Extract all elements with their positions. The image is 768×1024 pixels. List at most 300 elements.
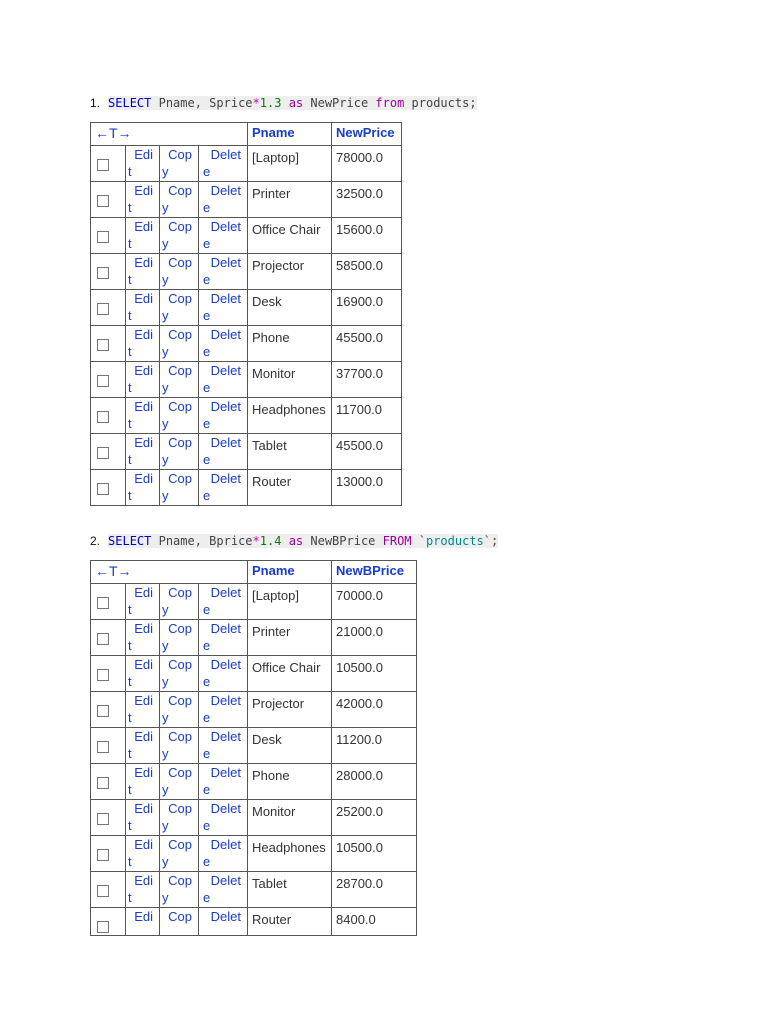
- edit-label-part-2: t: [128, 272, 132, 287]
- sql-token: as: [288, 96, 304, 110]
- edit-label-part-2: t: [128, 746, 132, 761]
- sql-code: [108, 534, 498, 548]
- edit-label-part-1: Edi: [134, 729, 153, 744]
- copy-label-part-2: y: [162, 164, 169, 179]
- price-value: 42000.0: [336, 696, 383, 711]
- copy-label-part-1: Cop: [168, 183, 192, 198]
- delete-cell: [199, 800, 248, 836]
- delete-link[interactable]: [199, 434, 247, 468]
- delete-label-part-2: e: [203, 308, 211, 323]
- delete-label-part-1: Delet: [210, 657, 241, 672]
- price-value: 70000.0: [336, 588, 383, 603]
- edit-label-part-2: t: [128, 488, 132, 503]
- delete-cell: [199, 218, 248, 254]
- delete-label-part-1: Delet: [210, 327, 241, 342]
- delete-label-part-1: Delet: [210, 837, 241, 852]
- copy-label-part-2: y: [162, 854, 169, 869]
- edit-label-part-1: Edi: [134, 471, 153, 486]
- pname-value: Headphones: [252, 402, 326, 417]
- edit-label-part-2: t: [128, 890, 132, 905]
- delete-label-part-2: e: [203, 890, 211, 905]
- copy-cell: [160, 362, 199, 398]
- delete-cell: [199, 182, 248, 218]
- edit-link[interactable]: [126, 836, 159, 870]
- copy-label-part-1: Cop: [168, 471, 192, 486]
- row-select-cell: [91, 254, 126, 290]
- edit-cell: [126, 800, 160, 836]
- price-value: 16900.0: [336, 294, 383, 309]
- delete-link[interactable]: [199, 836, 247, 870]
- pname-cell: [248, 908, 332, 936]
- delete-label-part-1: Delet: [210, 183, 241, 198]
- sql-code: [108, 96, 477, 110]
- copy-label-part-1: Cop: [168, 873, 192, 888]
- sql-token: `;: [483, 534, 499, 548]
- row-checkbox[interactable]: [97, 597, 109, 609]
- price-cell: [332, 872, 417, 908]
- copy-label-part-2: y: [162, 452, 169, 467]
- edit-cell: [126, 764, 160, 800]
- copy-link[interactable]: [160, 398, 198, 432]
- copy-label-part-1: Cop: [168, 837, 192, 852]
- price-value: 45500.0: [336, 438, 383, 453]
- delete-link[interactable]: [199, 728, 247, 762]
- row-checkbox[interactable]: [97, 231, 109, 243]
- copy-cell: [160, 872, 199, 908]
- edit-cell: [126, 182, 160, 218]
- copy-label-part-1: Cop: [168, 399, 192, 414]
- query-2: [90, 533, 498, 549]
- column-header-newprice[interactable]: NewPrice: [332, 123, 402, 146]
- delete-cell: [199, 362, 248, 398]
- pname-cell: [248, 470, 332, 506]
- edit-link[interactable]: [126, 656, 159, 690]
- delete-label-part-2: e: [203, 272, 211, 287]
- edit-link[interactable]: [126, 800, 159, 834]
- row-checkbox[interactable]: [97, 339, 109, 351]
- row-checkbox[interactable]: [97, 741, 109, 753]
- price-value: 25200.0: [336, 804, 383, 819]
- delete-link[interactable]: [199, 218, 247, 252]
- copy-label-part-2: y: [162, 488, 169, 503]
- copy-link[interactable]: [160, 326, 198, 360]
- row-select-cell: [91, 470, 126, 506]
- sql-token: *: [252, 534, 260, 548]
- copy-link[interactable]: [160, 362, 198, 396]
- table-row: [91, 584, 417, 620]
- copy-link[interactable]: [160, 764, 198, 798]
- table-row: [91, 254, 402, 290]
- pname-value: [Laptop]: [252, 588, 299, 603]
- pname-value: Printer: [252, 186, 291, 201]
- price-value: 28000.0: [336, 768, 383, 783]
- pname-value: Monitor: [252, 804, 296, 819]
- edit-label-part-2: t: [128, 236, 132, 251]
- copy-label-part-1: Cop: [168, 693, 192, 708]
- edit-label-part-2: t: [128, 452, 132, 467]
- price-cell: [332, 254, 402, 290]
- row-checkbox[interactable]: [97, 195, 109, 207]
- edit-link[interactable]: [126, 398, 159, 432]
- row-checkbox[interactable]: [97, 921, 109, 933]
- pname-cell: [248, 800, 332, 836]
- delete-link[interactable]: [199, 182, 247, 216]
- column-header-pname[interactable]: Pname: [248, 561, 332, 584]
- pname-value: Tablet: [252, 876, 287, 891]
- price-cell: [332, 182, 402, 218]
- price-cell: [332, 434, 402, 470]
- edit-link[interactable]: [126, 254, 159, 288]
- column-resize-arrows[interactable]: ←T→: [91, 123, 248, 146]
- delete-label-part-2: e: [203, 380, 211, 395]
- copy-label-part-2: y: [162, 602, 169, 617]
- copy-label-part-1: Cop: [168, 327, 192, 342]
- copy-label-part-2: y: [162, 236, 169, 251]
- row-checkbox[interactable]: [97, 669, 109, 681]
- sql-token: Pname, Sprice: [151, 96, 253, 110]
- pname-value: Headphones: [252, 840, 326, 855]
- pname-cell: [248, 872, 332, 908]
- delete-label-part-1: Delet: [210, 585, 241, 600]
- pname-cell: [248, 728, 332, 764]
- row-checkbox[interactable]: [97, 885, 109, 897]
- edit-link[interactable]: [126, 326, 159, 360]
- delete-cell: [199, 470, 248, 506]
- row-checkbox[interactable]: [97, 705, 109, 717]
- edit-link[interactable]: [126, 764, 159, 798]
- edit-cell: [126, 872, 160, 908]
- delete-link[interactable]: [199, 656, 247, 690]
- row-select-cell: [91, 434, 126, 470]
- copy-link[interactable]: [160, 290, 198, 324]
- price-cell: [332, 692, 417, 728]
- edit-label-part-1: Edi: [134, 585, 153, 600]
- table-row: [91, 362, 402, 398]
- price-value: 13000.0: [336, 474, 383, 489]
- edit-cell: [126, 254, 160, 290]
- edit-label-part-2: t: [128, 710, 132, 725]
- edit-label-part-1: Edi: [134, 183, 153, 198]
- delete-cell: [199, 326, 248, 362]
- price-cell: [332, 470, 402, 506]
- table-row: [91, 908, 417, 936]
- sql-token: *: [252, 96, 260, 110]
- price-value: 10500.0: [336, 840, 383, 855]
- table-row: [91, 692, 417, 728]
- price-value: 28700.0: [336, 876, 383, 891]
- delete-cell: [199, 620, 248, 656]
- copy-label-part-1: Cop: [168, 909, 192, 924]
- edit-cell: [126, 434, 160, 470]
- edit-label-part-2: t: [128, 380, 132, 395]
- copy-link[interactable]: [160, 728, 198, 762]
- pname-value: Printer: [252, 624, 291, 639]
- pname-cell: [248, 362, 332, 398]
- pname-value: Office Chair: [252, 222, 321, 237]
- copy-cell: [160, 620, 199, 656]
- column-header-newbprice[interactable]: NewBPrice: [332, 561, 417, 584]
- result-table-2: [90, 560, 417, 936]
- pname-cell: [248, 764, 332, 800]
- edit-link[interactable]: [126, 620, 159, 654]
- pname-cell: [248, 146, 332, 182]
- sql-token: SELECT: [108, 534, 152, 548]
- price-value: 11200.0: [336, 732, 383, 747]
- copy-link[interactable]: [160, 584, 198, 618]
- copy-label-part-2: y: [162, 380, 169, 395]
- copy-link[interactable]: [160, 908, 198, 925]
- sql-token: from: [375, 96, 405, 110]
- delete-link[interactable]: [199, 692, 247, 726]
- price-value: 8400.0: [336, 912, 376, 927]
- table-row: [91, 656, 417, 692]
- copy-link[interactable]: [160, 182, 198, 216]
- price-value: 78000.0: [336, 150, 383, 165]
- delete-label-part-1: Delet: [210, 909, 241, 924]
- edit-link[interactable]: [126, 362, 159, 396]
- row-checkbox[interactable]: [97, 777, 109, 789]
- edit-link[interactable]: [126, 470, 159, 504]
- sql-token: Pname, Bprice: [151, 534, 253, 548]
- delete-link[interactable]: [199, 398, 247, 432]
- delete-label-part-1: Delet: [210, 147, 241, 162]
- copy-link[interactable]: [160, 692, 198, 726]
- row-checkbox[interactable]: [97, 267, 109, 279]
- edit-cell: [126, 836, 160, 872]
- table-row: [91, 872, 417, 908]
- copy-label-part-2: y: [162, 674, 169, 689]
- sql-token: products: [425, 534, 484, 548]
- copy-link[interactable]: [160, 872, 198, 906]
- row-checkbox[interactable]: [97, 633, 109, 645]
- delete-link[interactable]: [199, 584, 247, 618]
- edit-label-part-1: Edi: [134, 657, 153, 672]
- row-checkbox[interactable]: [97, 411, 109, 423]
- delete-cell: [199, 146, 248, 182]
- row-checkbox[interactable]: [97, 483, 109, 495]
- price-value: 37700.0: [336, 366, 383, 381]
- delete-link[interactable]: [199, 800, 247, 834]
- row-select-cell: [91, 218, 126, 254]
- copy-link[interactable]: [160, 620, 198, 654]
- copy-cell: [160, 146, 199, 182]
- delete-link[interactable]: [199, 908, 247, 925]
- copy-label-part-2: y: [162, 818, 169, 833]
- edit-link[interactable]: [126, 908, 159, 925]
- pname-value: Tablet: [252, 438, 287, 453]
- delete-link[interactable]: [199, 470, 247, 504]
- edit-label-part-2: t: [128, 854, 132, 869]
- table-row: [91, 218, 402, 254]
- row-select-cell: [91, 800, 126, 836]
- pname-cell: [248, 656, 332, 692]
- delete-label-part-1: Delet: [210, 219, 241, 234]
- column-header-pname[interactable]: Pname: [248, 123, 332, 146]
- row-checkbox[interactable]: [97, 813, 109, 825]
- pname-value: Desk: [252, 732, 282, 747]
- pname-value: Monitor: [252, 366, 296, 381]
- edit-link[interactable]: [126, 434, 159, 468]
- price-cell: [332, 398, 402, 434]
- row-select-cell: [91, 836, 126, 872]
- edit-label-part-2: t: [128, 164, 132, 179]
- copy-label-part-2: y: [162, 308, 169, 323]
- delete-label-part-1: Delet: [210, 621, 241, 636]
- copy-cell: [160, 326, 199, 362]
- copy-link[interactable]: [160, 434, 198, 468]
- pname-value: Router: [252, 474, 292, 489]
- table-row: [91, 326, 402, 362]
- delete-link[interactable]: [199, 620, 247, 654]
- edit-label-part-2: t: [128, 344, 132, 359]
- row-select-cell: [91, 326, 126, 362]
- delete-cell: [199, 836, 248, 872]
- edit-cell: [126, 146, 160, 182]
- delete-link[interactable]: [199, 764, 247, 798]
- delete-label-part-1: Delet: [210, 729, 241, 744]
- column-resize-arrows[interactable]: ←T→: [91, 561, 248, 584]
- edit-label-part-2: t: [128, 818, 132, 833]
- delete-cell: [199, 434, 248, 470]
- delete-link[interactable]: [199, 872, 247, 906]
- sql-token: NewBPrice: [303, 534, 383, 548]
- edit-link[interactable]: [126, 692, 159, 726]
- price-value: 10500.0: [336, 660, 383, 675]
- sql-token: [281, 534, 288, 548]
- edit-link[interactable]: [126, 584, 159, 618]
- edit-cell: [126, 362, 160, 398]
- row-select-cell: [91, 872, 126, 908]
- price-cell: [332, 620, 417, 656]
- row-checkbox[interactable]: [97, 849, 109, 861]
- copy-link[interactable]: [160, 800, 198, 834]
- copy-label-part-1: Cop: [168, 291, 192, 306]
- edit-cell: [126, 728, 160, 764]
- row-checkbox[interactable]: [97, 375, 109, 387]
- delete-label-part-2: e: [203, 344, 211, 359]
- edit-link[interactable]: [126, 182, 159, 216]
- row-select-cell: [91, 692, 126, 728]
- copy-label-part-1: Cop: [168, 219, 192, 234]
- delete-cell: [199, 584, 248, 620]
- price-value: 58500.0: [336, 258, 383, 273]
- delete-link[interactable]: [199, 326, 247, 360]
- copy-label-part-1: Cop: [168, 765, 192, 780]
- pname-value: Projector: [252, 258, 305, 273]
- delete-label-part-2: e: [203, 164, 211, 179]
- delete-cell: [199, 290, 248, 326]
- copy-link[interactable]: [160, 470, 198, 504]
- delete-cell: [199, 872, 248, 908]
- edit-link[interactable]: [126, 146, 159, 180]
- copy-cell: [160, 908, 199, 936]
- edit-link[interactable]: [126, 218, 159, 252]
- delete-cell: [199, 656, 248, 692]
- row-select-cell: [91, 728, 126, 764]
- copy-link[interactable]: [160, 254, 198, 288]
- delete-label-part-1: Delet: [210, 291, 241, 306]
- copy-link[interactable]: [160, 656, 198, 690]
- edit-cell: [126, 398, 160, 434]
- delete-label-part-2: e: [203, 638, 211, 653]
- pname-cell: [248, 434, 332, 470]
- price-cell: [332, 836, 417, 872]
- delete-label-part-1: Delet: [210, 801, 241, 816]
- pname-value: Phone: [252, 768, 290, 783]
- row-checkbox[interactable]: [97, 447, 109, 459]
- edit-cell: [126, 470, 160, 506]
- price-value: 45500.0: [336, 330, 383, 345]
- pname-value: Office Chair: [252, 660, 321, 675]
- copy-link[interactable]: [160, 836, 198, 870]
- price-value: 32500.0: [336, 186, 383, 201]
- row-select-cell: [91, 290, 126, 326]
- price-cell: [332, 326, 402, 362]
- row-checkbox[interactable]: [97, 159, 109, 171]
- copy-label-part-1: Cop: [168, 801, 192, 816]
- copy-label-part-2: y: [162, 638, 169, 653]
- copy-cell: [160, 836, 199, 872]
- delete-label-part-2: e: [203, 674, 211, 689]
- row-select-cell: [91, 146, 126, 182]
- copy-cell: [160, 692, 199, 728]
- query-1: [90, 95, 477, 111]
- delete-link[interactable]: [199, 254, 247, 288]
- copy-link[interactable]: [160, 218, 198, 252]
- table-row: [91, 290, 402, 326]
- pname-value: Projector: [252, 696, 305, 711]
- delete-link[interactable]: [199, 362, 247, 396]
- table-row: [91, 470, 402, 506]
- copy-cell: [160, 398, 199, 434]
- delete-label-part-2: e: [203, 488, 211, 503]
- pname-value: Desk: [252, 294, 282, 309]
- pname-cell: [248, 398, 332, 434]
- pname-cell: [248, 620, 332, 656]
- edit-label-part-2: t: [128, 416, 132, 431]
- edit-link[interactable]: [126, 290, 159, 324]
- copy-cell: [160, 182, 199, 218]
- edit-cell: [126, 656, 160, 692]
- edit-cell: [126, 290, 160, 326]
- edit-label-part-1: Edi: [134, 219, 153, 234]
- copy-link[interactable]: [160, 146, 198, 180]
- copy-label-part-1: Cop: [168, 729, 192, 744]
- row-select-cell: [91, 620, 126, 656]
- pname-cell: [248, 836, 332, 872]
- sql-token: NewPrice: [303, 96, 376, 110]
- edit-link[interactable]: [126, 728, 159, 762]
- delete-link[interactable]: [199, 290, 247, 324]
- copy-label-part-1: Cop: [168, 657, 192, 672]
- delete-label-part-1: Delet: [210, 765, 241, 780]
- edit-link[interactable]: [126, 872, 159, 906]
- edit-label-part-1: Edi: [134, 621, 153, 636]
- delete-label-part-2: e: [203, 746, 211, 761]
- delete-link[interactable]: [199, 146, 247, 180]
- delete-cell: [199, 398, 248, 434]
- row-select-cell: [91, 764, 126, 800]
- header-row: [91, 123, 402, 146]
- delete-label-part-1: Delet: [210, 471, 241, 486]
- sql-token: SELECT: [108, 96, 152, 110]
- sql-token: FROM: [382, 534, 412, 548]
- copy-label-part-2: y: [162, 782, 169, 797]
- row-checkbox[interactable]: [97, 303, 109, 315]
- copy-cell: [160, 656, 199, 692]
- query-number: 1.: [90, 96, 101, 110]
- table-row: [91, 728, 417, 764]
